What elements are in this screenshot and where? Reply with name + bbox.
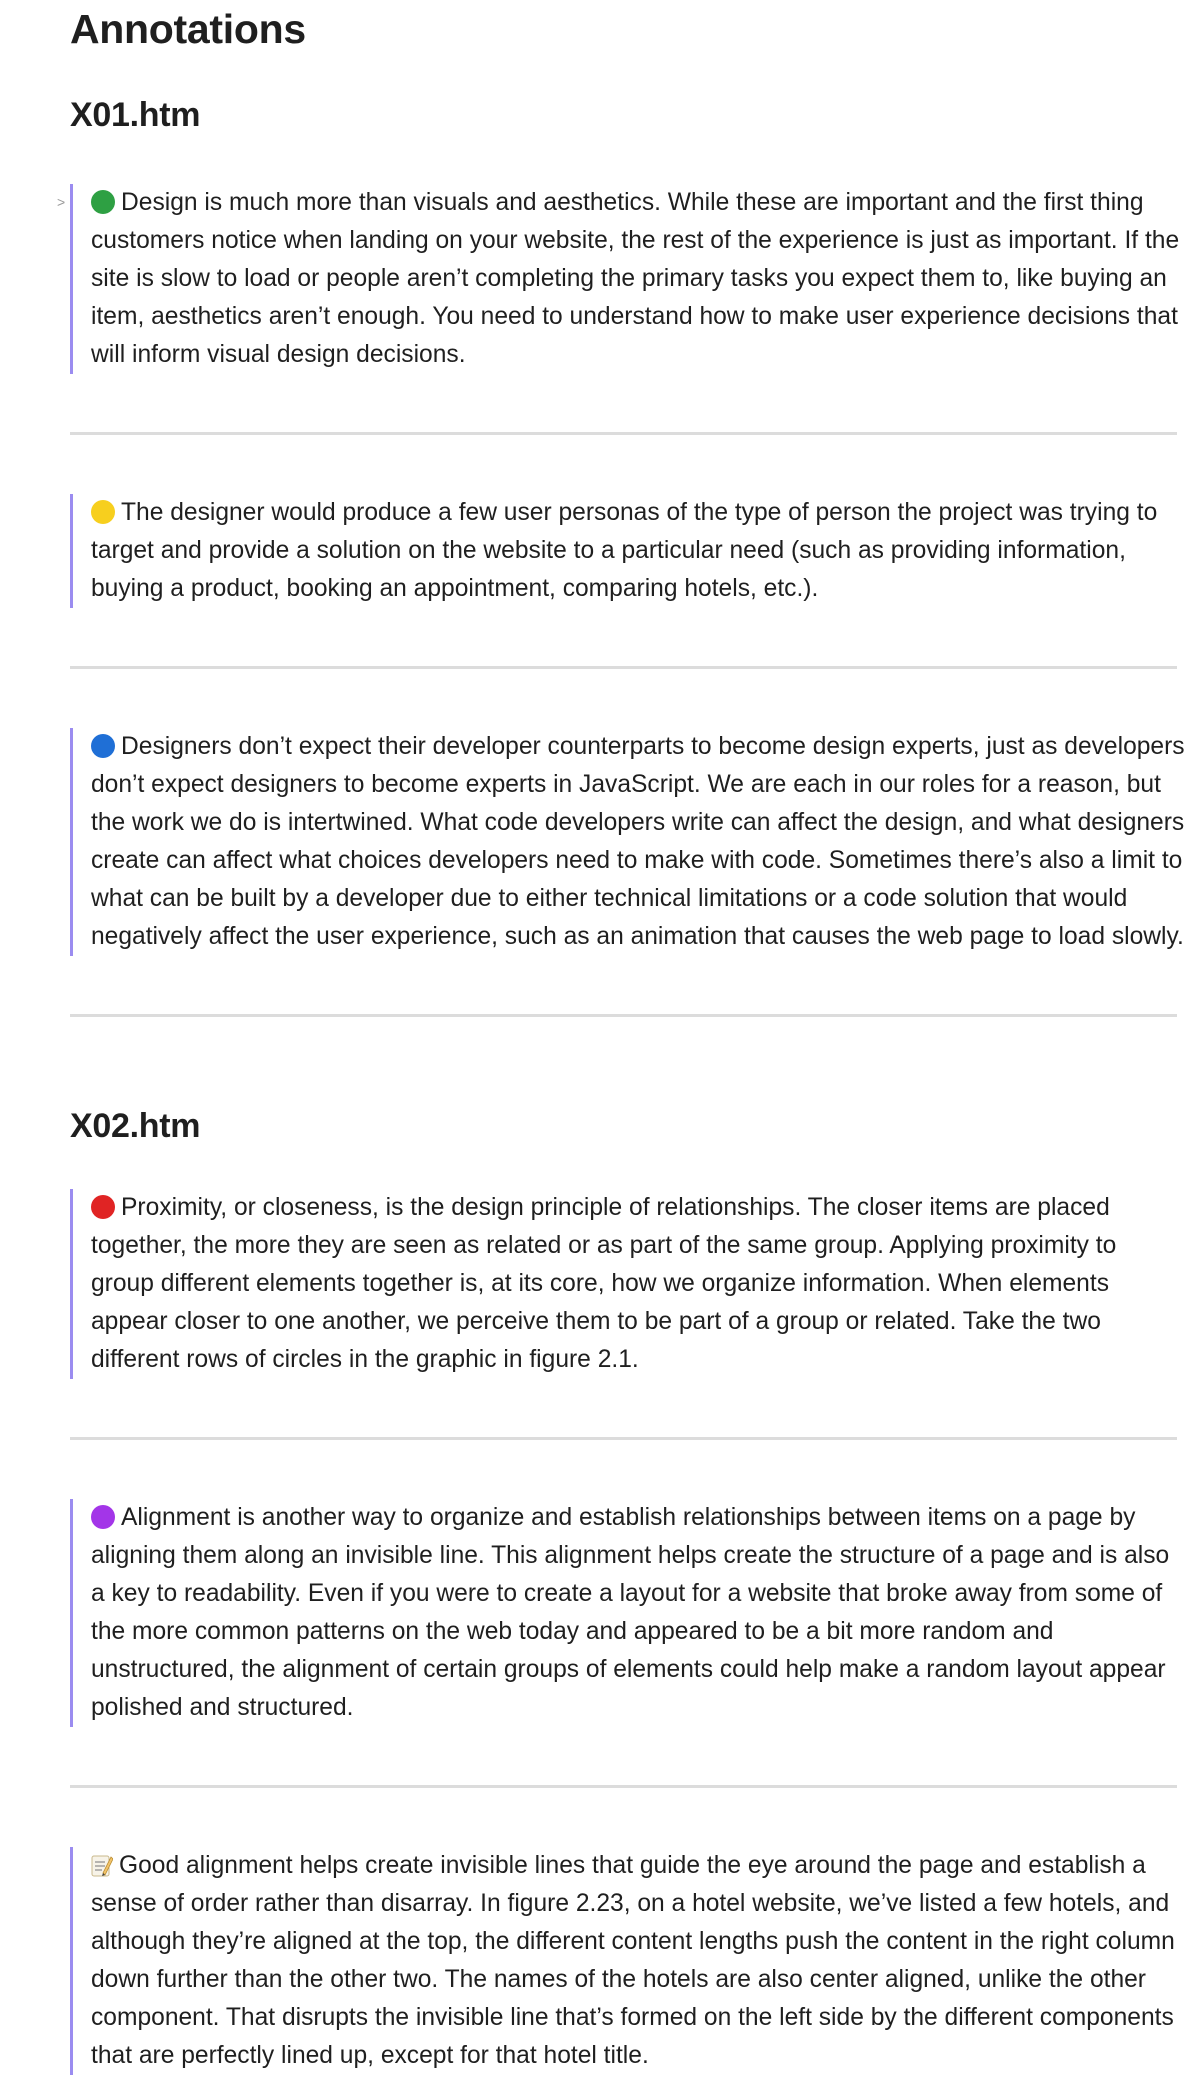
divider bbox=[70, 432, 1177, 435]
memo-icon bbox=[91, 1851, 113, 1875]
green-circle-icon bbox=[91, 190, 115, 214]
annotation-text bbox=[91, 1847, 1185, 2075]
divider bbox=[70, 1014, 1177, 1017]
annotation-text bbox=[91, 1499, 1185, 1727]
expand-arrow-icon[interactable]: > bbox=[57, 194, 66, 210]
section-heading-x01: X01.htm bbox=[70, 96, 201, 134]
annotation-blockquote bbox=[70, 1499, 1185, 1727]
annotation-text bbox=[91, 1189, 1185, 1379]
annotation-blockquote bbox=[70, 728, 1185, 956]
red-circle-icon bbox=[91, 1195, 115, 1219]
annotation-text bbox=[91, 184, 1185, 374]
divider bbox=[70, 666, 1177, 669]
annotation-blockquote bbox=[57, 184, 1185, 374]
divider bbox=[70, 1785, 1177, 1788]
annotation-body: The designer would produce a few user personas of the type of person the project was trying to target and provide a solution on the website to a particular need (such as providing information, buying a product, booking an appointment, comparing hotels, etc.). bbox=[91, 499, 1158, 602]
page-title: Annotations bbox=[70, 6, 306, 52]
annotation-blockquote bbox=[70, 1189, 1185, 1379]
annotation-blockquote bbox=[70, 494, 1185, 608]
blue-circle-icon bbox=[91, 734, 115, 758]
annotation-text bbox=[91, 494, 1185, 608]
annotation-body: Alignment is another way to organize and establish relationships between items on a page by aligning them along an invisible line. This alignment helps create the structure of a page and is also a key to readability. Even if you were to create a layout for a website that broke away from some of the more common patterns on the web today and appeared to be a bit more random and unstructured, the alignment of certain groups of elements could help make a random layout appear polished and structured. bbox=[91, 1504, 1170, 1721]
yellow-circle-icon bbox=[91, 500, 115, 524]
divider bbox=[70, 1437, 1177, 1440]
section-heading-x02: X02.htm bbox=[70, 1107, 201, 1145]
annotation-body: Proximity, or closeness, is the design principle of relationships. The closer items are placed together, the more they are seen as related or as part of the same group. Applying proximity to group different elements together is, at its core, how we organize information. When elements appear closer to one another, we perceive them to be part of a group or related. Take the two different rows of circles in the graphic in figure 2.1. bbox=[91, 1194, 1117, 1373]
annotation-blockquote bbox=[70, 1847, 1185, 2075]
annotation-body: Designers don’t expect their developer counterparts to become design experts, just as developers don’t expect designers to become experts in JavaScript. We are each in our roles for a reason, but the work we do is intertwined. What code developers write can affect the design, and what designers create can affect what choices developers need to make with code. Sometimes there’s also a limit to what can be built by a developer due to either technical limitations or a code solution that would negatively affect the user experience, such as an animation that causes the web page to load slowly. bbox=[91, 733, 1185, 950]
annotation-body: Good alignment helps create invisible lines that guide the eye around the page and establish a sense of order rather than disarray. In figure 2.23, on a hotel website, we’ve listed a few hotels, and although they’re aligned at the top, the different content lengths push the content in the right column down further than the other two. The names of the hotels are also center aligned, unlike the other component. That disrupts the invisible line that’s formed on the left side by the different components that are perfectly lined up, except for that hotel title. bbox=[91, 1852, 1175, 2069]
annotation-text bbox=[91, 728, 1185, 956]
purple-circle-icon bbox=[91, 1505, 115, 1529]
annotation-body: Design is much more than visuals and aesthetics. While these are important and the first thing customers notice when landing on your website, the rest of the experience is just as important. If the site is slow to load or people aren’t completing the primary tasks you expect them to, like buying an item, aesthetics aren’t enough. You need to understand how to make user experience decisions that will inform visual design decisions. bbox=[91, 189, 1180, 368]
